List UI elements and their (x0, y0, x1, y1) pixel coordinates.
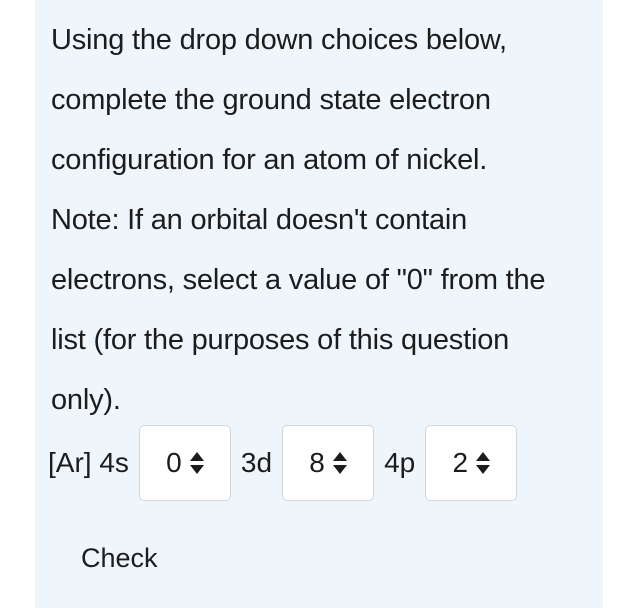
check-button[interactable]: Check (81, 543, 158, 573)
orbital-3d-label: 3d (240, 447, 273, 478)
question-line: Using the drop down choices below, (51, 24, 507, 56)
question-line: only). (51, 384, 121, 416)
orbital-4p-label: 4p (384, 447, 416, 478)
select-4s-value: 0 (166, 447, 182, 478)
select-4p[interactable] (425, 425, 517, 501)
question-text (51, 10, 591, 430)
config-prefix-label: [Ar] 4s (48, 447, 129, 478)
question-line: configuration for an atom of nickel. (51, 144, 488, 176)
question-line: complete the ground state electron (51, 84, 491, 116)
updown-arrows-icon (333, 452, 347, 474)
select-3d[interactable] (282, 425, 374, 501)
question-line: electrons, select a value of "0" from the (51, 264, 546, 296)
updown-arrows-icon (190, 452, 204, 474)
electron-configuration-row (48, 425, 527, 501)
updown-arrows-icon (476, 452, 490, 474)
select-4s[interactable] (139, 425, 231, 501)
question-line: Note: If an orbital doesn't contain (51, 204, 468, 236)
select-4p-value: 2 (452, 447, 469, 478)
question-line: list (for the purposes of this question (51, 324, 510, 356)
question-panel (35, 0, 603, 608)
select-3d-value: 8 (309, 447, 325, 478)
